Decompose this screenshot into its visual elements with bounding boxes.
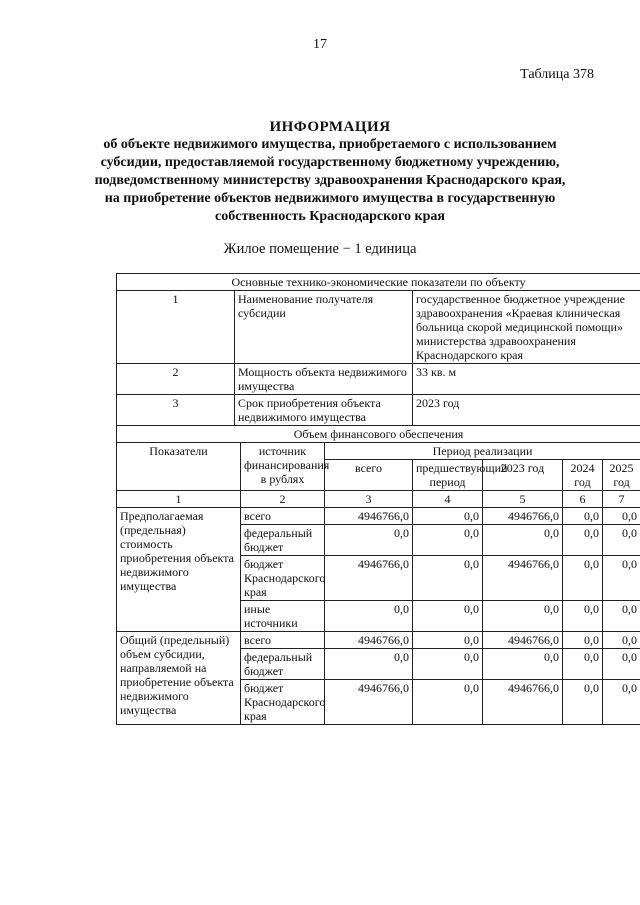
col-2023: 2023 год [483, 460, 563, 491]
y2025-cell: 0,0 [603, 525, 640, 556]
y2023-cell: 4946766,0 [483, 680, 563, 725]
finance-header-row [117, 426, 640, 443]
indicator-name: Наименование получателя субсидии [235, 291, 413, 364]
subtitle: Жилое помещение − 1 единица [223, 241, 417, 257]
finance-header: Объем финансового обеспечения [117, 426, 640, 443]
total-cell: 4946766,0 [325, 632, 413, 649]
col-2024: 2024 год [563, 460, 603, 491]
page-number: 17 [313, 37, 327, 52]
y2024-cell: 0,0 [563, 525, 603, 556]
total-cell: 4946766,0 [325, 508, 413, 525]
indicator-name: Мощность объекта недвижимого имущества [235, 364, 413, 395]
y2023-cell: 0,0 [483, 601, 563, 632]
y2024-cell: 0,0 [563, 556, 603, 601]
y2024-cell: 0,0 [563, 601, 603, 632]
indicator-value: государственное бюджетное учреждение здравоохранения «Краевая клиническая больница скорой медицинской помощи» министерства здравоохранения Краснодарского края [413, 291, 640, 364]
title-line: субсидии, предоставляемой государственному бюджетному учреждению, [100, 155, 560, 170]
source-cell: федеральный бюджет [241, 649, 325, 680]
prev-cell: 0,0 [413, 632, 483, 649]
y2024-cell: 0,0 [563, 508, 603, 525]
total-cell: 0,0 [325, 649, 413, 680]
title-line: собственность Краснодарского края [215, 209, 445, 224]
indicator-value: 33 кв. м [413, 364, 640, 395]
col-number: 4 [413, 491, 483, 508]
column-numbers-row [117, 491, 640, 508]
table-number: Таблица 378 [520, 67, 594, 82]
finance-column-header-row [117, 443, 640, 460]
y2023-cell: 0,0 [483, 525, 563, 556]
col-number: 1 [117, 491, 241, 508]
y2023-cell: 4946766,0 [483, 632, 563, 649]
title-heading: ИНФОРМАЦИЯ [269, 119, 391, 135]
group-label: Общий (предельный) объем субсидии, направляемой на приобретение объекта недвижимого имущества [117, 632, 241, 725]
prev-cell: 0,0 [413, 601, 483, 632]
indicator-num: 2 [117, 364, 235, 395]
indicator-row [117, 364, 640, 395]
y2025-cell: 0,0 [603, 508, 640, 525]
y2025-cell: 0,0 [603, 601, 640, 632]
col-number: 3 [325, 491, 413, 508]
col-source: источник финансирования в рублях [241, 443, 325, 491]
finance-row [117, 508, 640, 525]
y2023-cell: 4946766,0 [483, 556, 563, 601]
document-title [60, 118, 600, 226]
source-cell: бюджет Краснодарского края [241, 556, 325, 601]
y2023-cell: 4946766,0 [483, 508, 563, 525]
prev-cell: 0,0 [413, 525, 483, 556]
y2025-cell: 0,0 [603, 649, 640, 680]
prev-cell: 0,0 [413, 556, 483, 601]
indicator-value: 2023 год [413, 395, 640, 426]
prev-cell: 0,0 [413, 508, 483, 525]
source-cell: всего [241, 632, 325, 649]
col-indicators: Показатели [117, 443, 241, 491]
indicators-header-row [117, 274, 640, 291]
source-cell: бюджет Краснодарского края [241, 680, 325, 725]
total-cell: 0,0 [325, 601, 413, 632]
indicator-num: 1 [117, 291, 235, 364]
y2025-cell: 0,0 [603, 556, 640, 601]
col-previous: предшествующий период [413, 460, 483, 491]
prev-cell: 0,0 [413, 680, 483, 725]
group-label: Предполагаемая (предельная) стоимость приобретения объекта недвижимого имущества [117, 508, 241, 632]
source-cell: иные источники [241, 601, 325, 632]
indicator-name: Срок приобретения объекта недвижимого имущества [235, 395, 413, 426]
total-cell: 0,0 [325, 525, 413, 556]
indicator-row [117, 291, 640, 364]
prev-cell: 0,0 [413, 649, 483, 680]
indicator-row [117, 395, 640, 426]
finance-row [117, 632, 640, 649]
total-cell: 4946766,0 [325, 556, 413, 601]
y2025-cell: 0,0 [603, 680, 640, 725]
y2023-cell: 0,0 [483, 649, 563, 680]
indicator-num: 3 [117, 395, 235, 426]
col-period: Период реализации [325, 443, 640, 460]
col-total: всего [325, 460, 413, 491]
col-2025: 2025 год [603, 460, 640, 491]
y2024-cell: 0,0 [563, 632, 603, 649]
col-number: 6 [563, 491, 603, 508]
info-table [116, 273, 640, 725]
col-number: 5 [483, 491, 563, 508]
y2024-cell: 0,0 [563, 680, 603, 725]
col-number: 7 [603, 491, 640, 508]
col-number: 2 [241, 491, 325, 508]
y2024-cell: 0,0 [563, 649, 603, 680]
title-line: на приобретение объектов недвижимого имущества в государственную [104, 191, 556, 206]
source-cell: федеральный бюджет [241, 525, 325, 556]
indicators-header: Основные технико-экономические показатели по объекту [117, 274, 640, 291]
y2025-cell: 0,0 [603, 632, 640, 649]
total-cell: 4946766,0 [325, 680, 413, 725]
title-line: об объекте недвижимого имущества, приобретаемого с использованием [103, 137, 557, 152]
source-cell: всего [241, 508, 325, 525]
title-line: подведомственному министерству здравоохранения Краснодарского края, [94, 173, 566, 188]
